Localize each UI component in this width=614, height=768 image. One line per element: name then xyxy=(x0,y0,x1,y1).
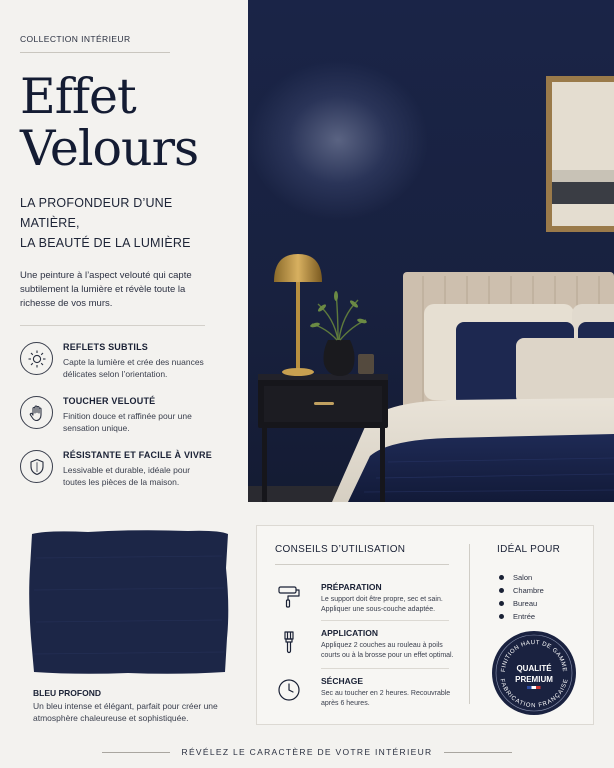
step-title: APPLICATION xyxy=(321,628,378,638)
step-sechage xyxy=(275,676,456,709)
tagline-line-2: LA BEAUTÉ DE LA LUMIÈRE xyxy=(20,236,191,250)
eyebrow-divider xyxy=(20,52,170,53)
feature-reflets xyxy=(20,342,228,380)
shield-icon xyxy=(20,450,53,483)
swatch-desc: Un bleu intense et élégant, parfait pour créer une atmosphère chaleureuse et sophistiquée. xyxy=(33,701,218,723)
step-divider xyxy=(321,668,449,669)
usage-divider xyxy=(275,564,449,565)
step-desc: Le support doit être propre, sec et sain. Appliquer une sous-couche adaptée. xyxy=(321,596,443,613)
list-item xyxy=(499,610,544,623)
room-label: Salon xyxy=(513,573,533,582)
intro-text: Une peinture à l’aspect velouté qui capte subtilement la lumière et révèle toute la richesse de vos murs. xyxy=(20,270,192,309)
list-item xyxy=(499,571,544,584)
badge-line-2: PREMIUM xyxy=(515,675,553,684)
feature-title: TOUCHER VELOUTÉ xyxy=(63,396,156,406)
footer-line-right xyxy=(444,752,512,753)
room-label: Entrée xyxy=(513,612,536,621)
badge-seal xyxy=(491,630,577,716)
column-divider xyxy=(469,544,470,704)
bedroom-photo xyxy=(248,0,614,502)
intro-panel xyxy=(0,0,248,502)
feature-title: RÉSISTANTE ET FACILE À VIVRE xyxy=(63,450,212,460)
lamp-shade xyxy=(274,254,322,282)
swatch-brushstroke xyxy=(28,528,230,676)
room-label: Chambre xyxy=(513,586,544,595)
bullet-icon xyxy=(499,575,504,580)
title-line-2: Velours xyxy=(20,120,199,177)
step-desc: Sec au toucher en 2 heures. Recouvrable après 6 heures. xyxy=(321,690,451,707)
list-item xyxy=(499,597,544,610)
clock-icon xyxy=(275,676,303,704)
paint-brush-icon xyxy=(275,628,303,656)
hand-icon xyxy=(20,396,53,429)
bullet-icon xyxy=(499,601,504,606)
room-label: Bureau xyxy=(513,599,538,608)
flag-blue xyxy=(527,686,532,689)
tagline xyxy=(20,193,228,253)
feature-title: REFLETS SUBTILS xyxy=(63,342,149,352)
list-item xyxy=(499,584,544,597)
vase xyxy=(324,340,355,376)
paint-swatch xyxy=(28,528,230,676)
feature-toucher xyxy=(20,396,228,434)
step-preparation xyxy=(275,582,456,615)
feature-resistante xyxy=(20,450,228,488)
paint-roller-icon xyxy=(275,582,303,610)
bullet-icon xyxy=(499,588,504,593)
bullet-icon xyxy=(499,614,504,619)
step-application xyxy=(275,628,456,661)
section-divider xyxy=(20,325,205,326)
quality-badge xyxy=(491,630,577,716)
badge-top-text: FINITION HAUT DE GAMME xyxy=(500,639,568,673)
tagline-line-1: LA PROFONDEUR D’UNE MATIÈRE, xyxy=(20,196,173,230)
step-title: SÉCHAGE xyxy=(321,676,364,686)
flag-white xyxy=(532,686,537,689)
ideal-title: IDÉAL POUR xyxy=(497,544,561,555)
collection-eyebrow: COLLECTION INTÉRIEUR xyxy=(20,34,131,44)
art-canvas xyxy=(552,82,614,226)
badge-bottom-text: FABRICATION FRANÇAISE xyxy=(498,678,570,710)
footer-text: RÉVÉLEZ LE CARACTÈRE DE VOTRE INTÉRIEUR xyxy=(181,747,433,757)
step-divider xyxy=(321,620,449,621)
feature-desc: Finition douce et raffinée pour une sensation unique. xyxy=(63,411,192,433)
step-desc: Appliquez 2 couches au rouleau à poils courts ou à la brosse pour un effet optimal. xyxy=(321,642,454,659)
footer-line-left xyxy=(102,752,170,753)
footer xyxy=(0,744,614,760)
step-title: PRÉPARATION xyxy=(321,582,382,592)
title-line-1: Effet xyxy=(20,68,136,125)
lamp-base xyxy=(282,368,314,376)
glass xyxy=(358,354,374,374)
usage-title: CONSEILS D’UTILISATION xyxy=(275,544,406,555)
sun-icon xyxy=(20,342,53,375)
feature-desc: Lessivable et durable, idéale pour toutes les pièces de la maison. xyxy=(63,465,191,487)
bedroom-illustration xyxy=(248,0,614,502)
feature-desc: Capte la lumière et crée des nuances délicates selon l’orientation. xyxy=(63,357,204,379)
page-title xyxy=(20,68,228,177)
pillow-linen xyxy=(516,338,614,404)
badge-line-1: QUALITÉ xyxy=(516,664,552,673)
flag-red xyxy=(536,686,541,689)
swatch-name: BLEU PROFOND xyxy=(33,688,101,698)
ideal-list xyxy=(499,571,544,623)
usage-card xyxy=(256,525,594,725)
